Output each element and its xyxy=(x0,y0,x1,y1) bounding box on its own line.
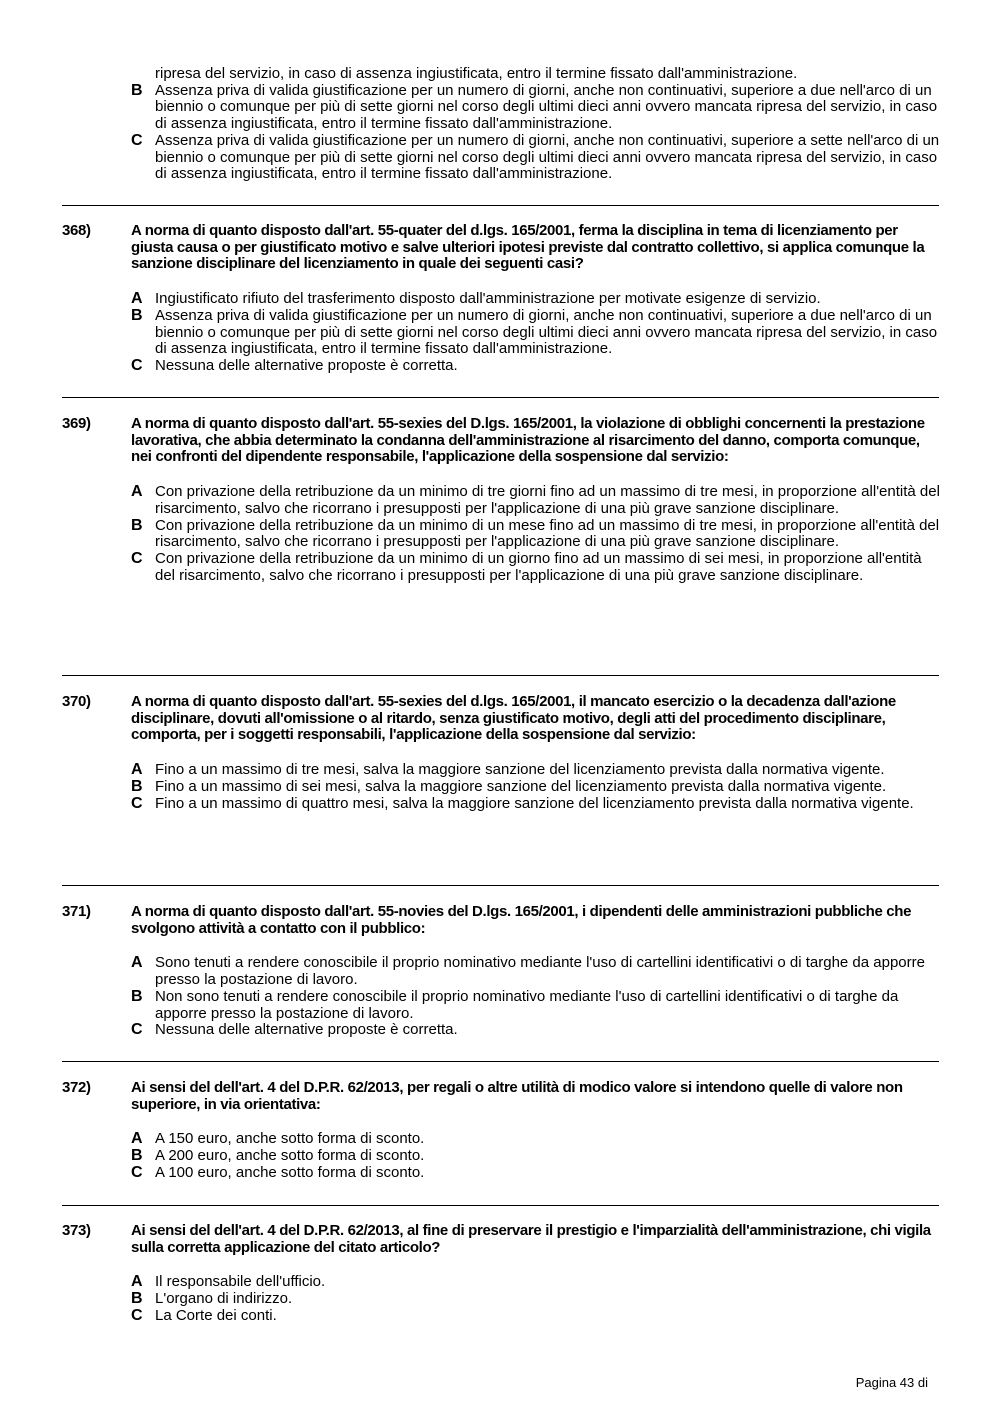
answer-text: Ingiustificato rifiuto del trasferimento disposto dall'amministrazione per motivate esigenze di servizio. xyxy=(155,290,821,308)
answer-letter: C xyxy=(131,794,143,812)
question-number: 370) xyxy=(62,693,91,710)
answer-letter: C xyxy=(131,549,143,567)
divider xyxy=(62,397,939,398)
question-text: Ai sensi del dell'art. 4 del D.P.R. 62/2013, al fine di preservare il prestigio e l'imparzialità dell'amministrazione, chi vigila sulla corretta applicazione del citato articolo? xyxy=(131,1222,931,1256)
answer-letter: C xyxy=(131,356,143,374)
question-text: A norma di quanto disposto dall'art. 55-sexies del d.lgs. 165/2001, il mancato esercizio o la decadenza dall'azione disciplinare, dovuti all'omissione o al ritardo, senza giustificato motivo, degli atti del procedimento disciplinare, comporta, per i soggetti responsabili, l'applicazione della sospensione dal servizio: xyxy=(131,693,896,744)
page-number: Pagina 43 di xyxy=(855,1375,928,1390)
answer-letter: B xyxy=(131,306,143,324)
answer-option xyxy=(131,1291,940,1308)
carryover-answers xyxy=(131,66,941,183)
answer-list xyxy=(62,291,940,375)
answer-option xyxy=(131,796,940,813)
question-text: A norma di quanto disposto dall'art. 55-sexies del D.lgs. 165/2001, la violazione di obblighi concernenti la prestazione lavorativa, che abbia determinato la condanna dell'amministrazione al risarcimento del danno, comporta comunque, nei confronti del dipendente responsabile, l'applicazione della sospensione dal servizio: xyxy=(131,415,925,466)
answer-text: Con privazione della retribuzione da un minimo di un giorno fino ad un massimo di sei mesi, in proporzione all'entità del risarcimento, salvo che ricorrano i presupposti per l'applicazione di una più grave sanzione disciplinare. xyxy=(155,549,922,584)
answer-option xyxy=(131,518,940,551)
answer-text: Il responsabile dell'ufficio. xyxy=(155,1273,326,1291)
answer-text: Fino a un massimo di quattro mesi, salva la maggiore sanzione del licenziamento prevista dalla normativa vigente. xyxy=(155,794,914,812)
answer-option xyxy=(131,1165,940,1182)
answer-text: Assenza priva di valida giustificazione per un numero di giorni, anche non continuativi, superiore a sette nell'arco di un biennio o comunque per più di sette giorni nel corso degli ultimi dieci anni ovvero mancata ripresa del servizio, in caso di assenza ingiustificata, entro il termine fissato dall'amministrazione. xyxy=(155,131,940,183)
answer-letter: A xyxy=(131,954,143,972)
question-number: 372) xyxy=(62,1079,91,1096)
answer-option xyxy=(131,358,940,375)
answer-letter: A xyxy=(131,1130,143,1148)
answer-letter: C xyxy=(131,1163,143,1181)
answer-text: A 100 euro, anche sotto forma di sconto. xyxy=(155,1163,425,1181)
divider xyxy=(62,205,939,206)
answer-option xyxy=(131,989,940,1022)
answer-option xyxy=(131,83,941,133)
answer-text: Non sono tenuti a rendere conoscibile il proprio nominativo mediante l'uso di cartellini identificativi o di targhe da apporre presso la postazione di lavoro. xyxy=(155,987,899,1022)
question-header xyxy=(62,904,940,937)
answer-option xyxy=(131,308,940,358)
answer-letter: A xyxy=(131,761,143,779)
question-header xyxy=(62,694,940,744)
answer-list xyxy=(62,955,940,1039)
question-text: A norma di quanto disposto dall'art. 55-novies del D.lgs. 165/2001, i dipendenti delle amministrazioni pubbliche che svolgono attività a contatto con il pubblico: xyxy=(131,903,912,937)
question-373 xyxy=(62,1223,940,1325)
answer-text: A 150 euro, anche sotto forma di sconto. xyxy=(155,1130,425,1148)
answer-list xyxy=(62,1274,940,1324)
answer-letter: C xyxy=(131,1306,143,1324)
answer-option xyxy=(131,133,941,183)
answer-list xyxy=(62,762,940,812)
answer-text: A 200 euro, anche sotto forma di sconto. xyxy=(155,1147,425,1165)
answer-text: L'organo di indirizzo. xyxy=(155,1290,293,1308)
question-370 xyxy=(62,694,940,812)
answer-option xyxy=(131,1022,940,1039)
divider xyxy=(62,675,939,676)
question-372 xyxy=(62,1080,940,1182)
answer-option xyxy=(131,1148,940,1165)
answer-text: Sono tenuti a rendere conoscibile il proprio nominativo mediante l'uso di cartellini identificativi o di targhe da apporre presso la postazione di lavoro. xyxy=(155,954,925,989)
question-369 xyxy=(62,416,940,584)
answer-list xyxy=(62,1131,940,1181)
answer-option xyxy=(131,779,940,796)
answer-option xyxy=(131,484,940,517)
question-header xyxy=(62,416,940,466)
answer-text: Fino a un massimo di tre mesi, salva la maggiore sanzione del licenziamento prevista dalla normativa vigente. xyxy=(155,761,885,779)
question-header xyxy=(62,1080,940,1113)
answer-letter: B xyxy=(131,777,143,795)
answer-list xyxy=(62,484,940,584)
answer-text: Con privazione della retribuzione da un minimo di tre giorni fino ad un massimo di tre mesi, in proporzione all'entità del risarcimento, salvo che ricorrano i presupposti per l'applicazione di una più grave sanzione disciplinare. xyxy=(155,483,940,517)
answer-text: Fino a un massimo di sei mesi, salva la maggiore sanzione del licenziamento prevista dalla normativa vigente. xyxy=(155,777,887,795)
divider xyxy=(62,1205,939,1206)
answer-text: Con privazione della retribuzione da un minimo di un mese fino ad un massimo di tre mesi, in proporzione all'entità del risarcimento, salvo che ricorrano i presupposti per l'applicazione di una più grave sanzione disciplinare. xyxy=(155,516,940,551)
answer-text: Assenza priva di valida giustificazione per un numero di giorni, anche non continuativi, superiore a due nell'arco di un biennio o comunque per più di sette giorni nel corso degli ultimi dieci anni ovvero mancata ripresa del servizio, in caso di assenza ingiustificata, entro il termine fissato dall'amministrazione. xyxy=(155,306,938,358)
answer-option xyxy=(131,1274,940,1291)
answer-letter: A xyxy=(131,1273,143,1291)
answer-letter: C xyxy=(131,1021,143,1039)
question-header xyxy=(62,223,940,273)
answer-letter: B xyxy=(131,1290,143,1308)
answer-text: La Corte dei conti. xyxy=(155,1306,277,1324)
answer-text: Assenza priva di valida giustificazione per un numero di giorni, anche non continuativi, superiore a due nell'arco di un biennio o comunque per più di sette giorni nel corso degli ultimi dieci anni ovvero mancata ripresa del servizio, in caso di assenza ingiustificata, entro il termine fissato dall'amministrazione. xyxy=(155,81,938,133)
answer-option xyxy=(131,1308,940,1325)
answer-text: Nessuna delle alternative proposte è corretta. xyxy=(155,1021,458,1039)
answer-letter: B xyxy=(131,1147,143,1165)
answer-option xyxy=(131,1131,940,1148)
question-368 xyxy=(62,223,940,375)
answer-letter: A xyxy=(131,483,143,501)
question-number: 368) xyxy=(62,222,91,239)
question-number: 373) xyxy=(62,1222,91,1239)
question-371 xyxy=(62,904,940,1039)
answer-letter: B xyxy=(131,987,143,1005)
divider xyxy=(62,885,939,886)
answer-option xyxy=(131,762,940,779)
answer-option xyxy=(131,955,940,988)
divider xyxy=(62,1061,939,1062)
answer-letter: C xyxy=(131,131,143,149)
answer-option xyxy=(131,291,940,308)
answer-letter: B xyxy=(131,81,143,99)
answer-letter: A xyxy=(131,290,143,308)
question-text: Ai sensi del dell'art. 4 del D.P.R. 62/2013, per regali o altre utilità di modico valore si intendono quelle di valore non superiore, in via orientativa: xyxy=(131,1079,903,1113)
answer-option xyxy=(131,66,941,83)
answer-text: ripresa del servizio, in caso di assenza ingiustificata, entro il termine fissato dall'amministrazione. xyxy=(155,65,798,82)
question-header xyxy=(62,1223,940,1256)
question-number: 369) xyxy=(62,415,91,432)
question-text: A norma di quanto disposto dall'art. 55-quater del d.lgs. 165/2001, ferma la disciplina in tema di licenziamento per giusta causa o per giustificato motivo e salve ulteriori ipotesi previste dal contratto collettivo, si applica comunque la sanzione disciplinare del licenziamento in quale dei seguenti casi? xyxy=(131,222,925,273)
answer-letter: B xyxy=(131,516,143,534)
question-number: 371) xyxy=(62,903,91,920)
answer-option xyxy=(131,551,940,584)
answer-text: Nessuna delle alternative proposte è corretta. xyxy=(155,356,458,374)
